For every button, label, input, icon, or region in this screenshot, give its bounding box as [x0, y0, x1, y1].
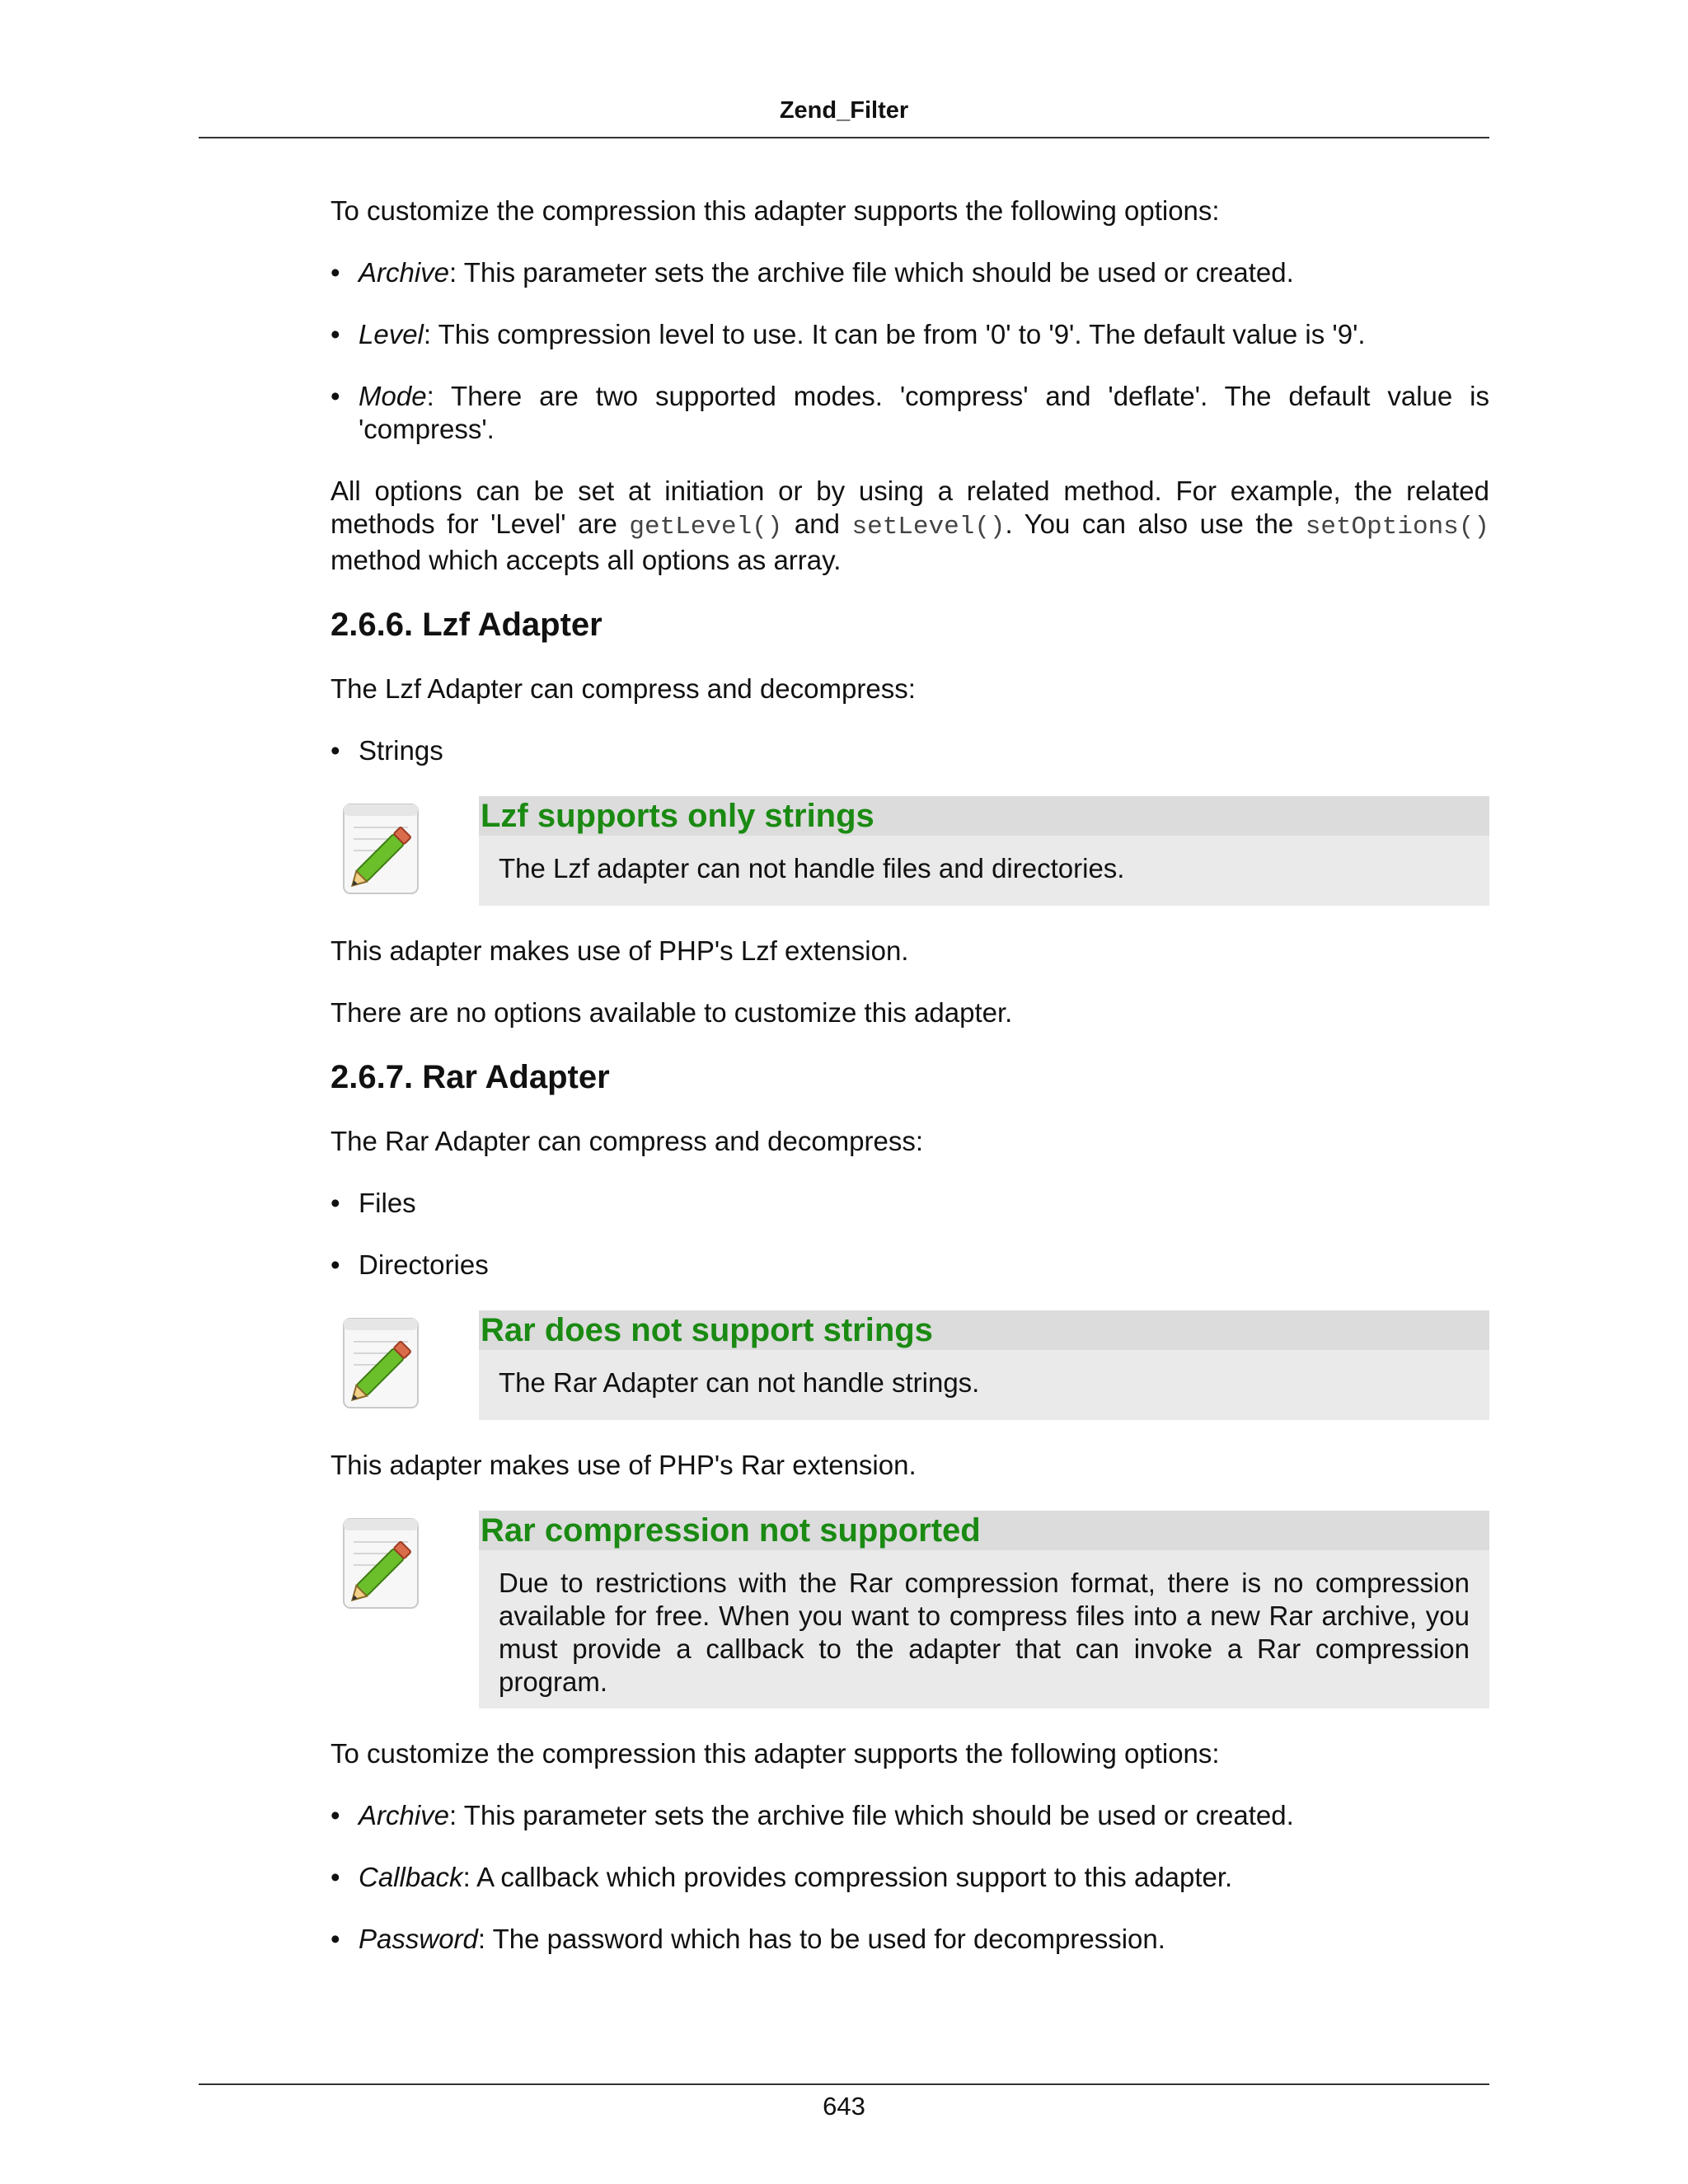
- option-name: Mode: [359, 381, 427, 411]
- rar-intro: The Rar Adapter can compress and decompress:: [331, 1126, 924, 1156]
- footer-rule: [199, 2083, 1489, 2085]
- note-content: [479, 1511, 1489, 1708]
- note-body: [479, 1550, 1489, 1708]
- note-text: Due to restrictions with the Rar compression format, there is no compression available for free. When you want to compress files into a new Rar archive, you must provide a callback to the adapter that can invoke a Rar compression program.: [499, 1568, 1470, 1697]
- option-desc: : The password which has to be used for decompression.: [477, 1924, 1165, 1954]
- note-body: [479, 1350, 1489, 1409]
- code-getlevel: getLevel(): [629, 513, 783, 541]
- list-item: [331, 1799, 1489, 1832]
- option-name: Password: [359, 1924, 478, 1954]
- lzf-extension-text: This adapter makes use of PHP's Lzf extension.: [331, 935, 909, 966]
- option-name: Archive: [359, 1800, 450, 1830]
- list-item: • Files: [331, 1187, 1489, 1220]
- code-setlevel: setLevel(): [851, 513, 1006, 541]
- running-header: Zend_Filter: [779, 97, 909, 124]
- rar-extension-text: This adapter makes use of PHP's Rar extension.: [331, 1450, 917, 1480]
- list-item: • Directories: [331, 1249, 1489, 1282]
- list-item: [331, 1923, 1489, 1956]
- option-name: Callback: [359, 1862, 463, 1892]
- note-title: Rar does not support strings: [479, 1310, 1489, 1350]
- note-title: Lzf supports only strings: [479, 796, 1489, 836]
- note-box-rar-strings: [331, 1310, 1489, 1420]
- options-intro: To customize the compression this adapter supports the following options:: [331, 195, 1220, 226]
- option-desc: : This parameter sets the archive file which should be used or created.: [449, 257, 1294, 288]
- rar-list: [331, 1187, 1489, 1282]
- lzf-list: [331, 734, 1489, 767]
- note-text: The Lzf adapter can not handle files and directories.: [499, 853, 1125, 883]
- page-content: [331, 194, 1489, 1985]
- note-content: [479, 796, 1489, 906]
- option-name: Archive: [359, 257, 450, 288]
- options-list: [331, 256, 1489, 446]
- note-text: The Rar Adapter can not handle strings.: [499, 1367, 980, 1398]
- rar-options-list: [331, 1799, 1489, 1956]
- note-box-lzf: [331, 796, 1489, 906]
- note-icon-wrap: [331, 796, 479, 906]
- note-pencil-icon: [335, 799, 426, 898]
- note-content: [479, 1310, 1489, 1420]
- option-desc: : A callback which provides compression support to this adapter.: [462, 1862, 1233, 1892]
- section-heading-lzf: 2.6.6. Lzf Adapter: [331, 607, 603, 643]
- lzf-intro: The Lzf Adapter can compress and decompress:: [331, 673, 916, 704]
- note-pencil-icon: [335, 1314, 426, 1413]
- note-body: [479, 836, 1489, 895]
- text-run: and: [782, 509, 852, 539]
- note-pencil-icon: [335, 1514, 426, 1613]
- code-setoptions: setOptions(): [1305, 513, 1489, 541]
- page-number: 643: [823, 2092, 865, 2121]
- rar-options-intro: To customize the compression this adapter supports the following options:: [331, 1738, 1220, 1769]
- option-name: Level: [359, 319, 424, 349]
- note-icon-wrap: [331, 1511, 479, 1708]
- note-title: Rar compression not supported: [479, 1511, 1489, 1550]
- note-icon-wrap: [331, 1310, 479, 1420]
- option-desc: : This parameter sets the archive file which should be used or created.: [449, 1800, 1294, 1830]
- list-item: [331, 318, 1489, 351]
- text-run: . You can also use the: [1005, 509, 1306, 539]
- list-item: [331, 1861, 1489, 1894]
- methods-paragraph: [331, 475, 1489, 577]
- text-run: All options can be set at initiation or by using a related method. For example, the related methods for 'Level' are: [331, 476, 1489, 539]
- list-item: [331, 256, 1489, 289]
- text-run: method which accepts all options as array.: [331, 545, 842, 575]
- lzf-options-text: There are no options available to customize this adapter.: [331, 997, 1013, 1028]
- list-item: [331, 380, 1489, 446]
- list-item: • Strings: [331, 734, 1489, 767]
- header-rule: [199, 137, 1489, 138]
- option-desc: : There are two supported modes. 'compress' and 'deflate'. The default value is 'compress'.: [359, 381, 1489, 444]
- note-box-rar-compression: [331, 1511, 1489, 1708]
- option-desc: : This compression level to use. It can be from '0' to '9'. The default value is '9'.: [423, 319, 1366, 349]
- section-heading-rar: 2.6.7. Rar Adapter: [331, 1059, 610, 1095]
